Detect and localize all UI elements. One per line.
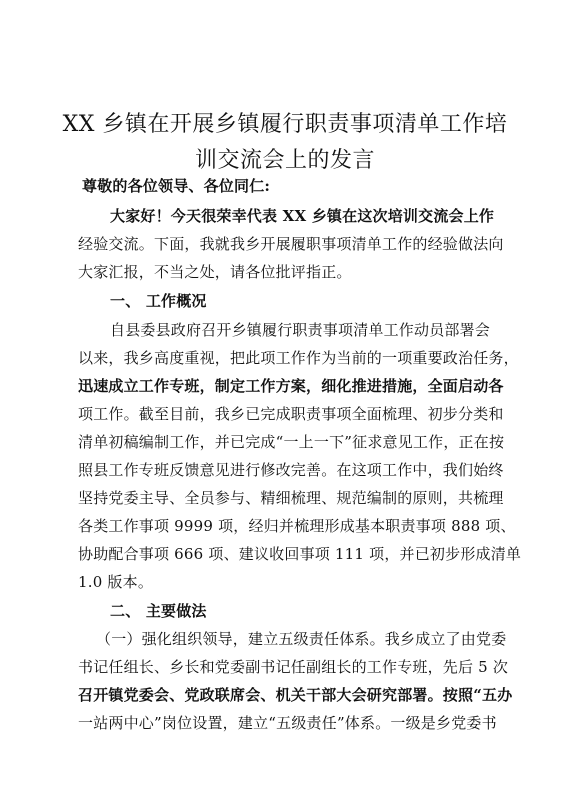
section-1-line-4: 项工作。截至目前，我乡已完成职责事项全面梳理、初步分类和 [78, 405, 504, 423]
salutation: 尊敬的各位领导、各位同仁: [82, 177, 271, 195]
section-2-line-4: 一站两中心”岗位设置，建立“五级责任”体系。一级是乡党委书 [78, 714, 497, 732]
section-1-line-10: 1.0 版本。 [78, 573, 154, 591]
section-1-line-5: 清单初稿编制工作，并已完成“一上一下”征求意见工作，正在按 [78, 433, 505, 451]
document-title-line-2: 训交流会上的发言 [194, 148, 375, 173]
section-2-heading: 二、 主要做法 [110, 602, 207, 620]
section-2-line-2: 书记任组长、乡长和党委副书记任副组长的工作专班，先后 5 次 [78, 658, 509, 676]
section-1-line-8: 各类工作事项 9999 项，经归并梳理形成基本职责事项 888 项、 [78, 517, 516, 535]
section-1-line-6: 照县工作专班反馈意见进行修改完善。在这项工作中，我们始终 [78, 461, 504, 479]
section-1-line-9: 协助配合事项 666 项、建议收回事项 111 项，并已初步形成清单 [78, 545, 522, 563]
section-2-line-3: 召开镇党委会、党政联席会、机关干部大会研究部署。按照“五办 [78, 686, 513, 704]
section-1-heading: 一、 工作概况 [110, 292, 207, 310]
section-1-line-1: 自县委县政府召开乡镇履行职责事项清单工作动员部署会 [110, 321, 491, 339]
intro-line-1: 大家好！今天很荣幸代表 XX 乡镇在这次培训交流会上作 [110, 207, 495, 225]
document-title-line-1: XX 乡镇在开展乡镇履行职责事项清单工作培 [62, 112, 508, 137]
section-1-line-7: 坚持党委主导、全员参与、精细梳理、规范编制的原则，共梳理 [78, 489, 504, 507]
intro-line-2: 经验交流。下面，我就我乡开展履职事项清单工作的经验做法向 [78, 235, 504, 253]
intro-line-3: 大家汇报，不当之处，请各位批评指正。 [78, 263, 352, 281]
section-1-line-3: 迅速成立工作专班，制定工作方案，细化推进措施，全面启动各 [78, 377, 504, 395]
section-1-line-2: 以来，我乡高度重视，把此项工作作为当前的一项重要政治任务， [78, 349, 519, 367]
section-2-line-1: （一）强化组织领导，建立五级责任体系。我乡成立了由党委 [96, 630, 507, 648]
